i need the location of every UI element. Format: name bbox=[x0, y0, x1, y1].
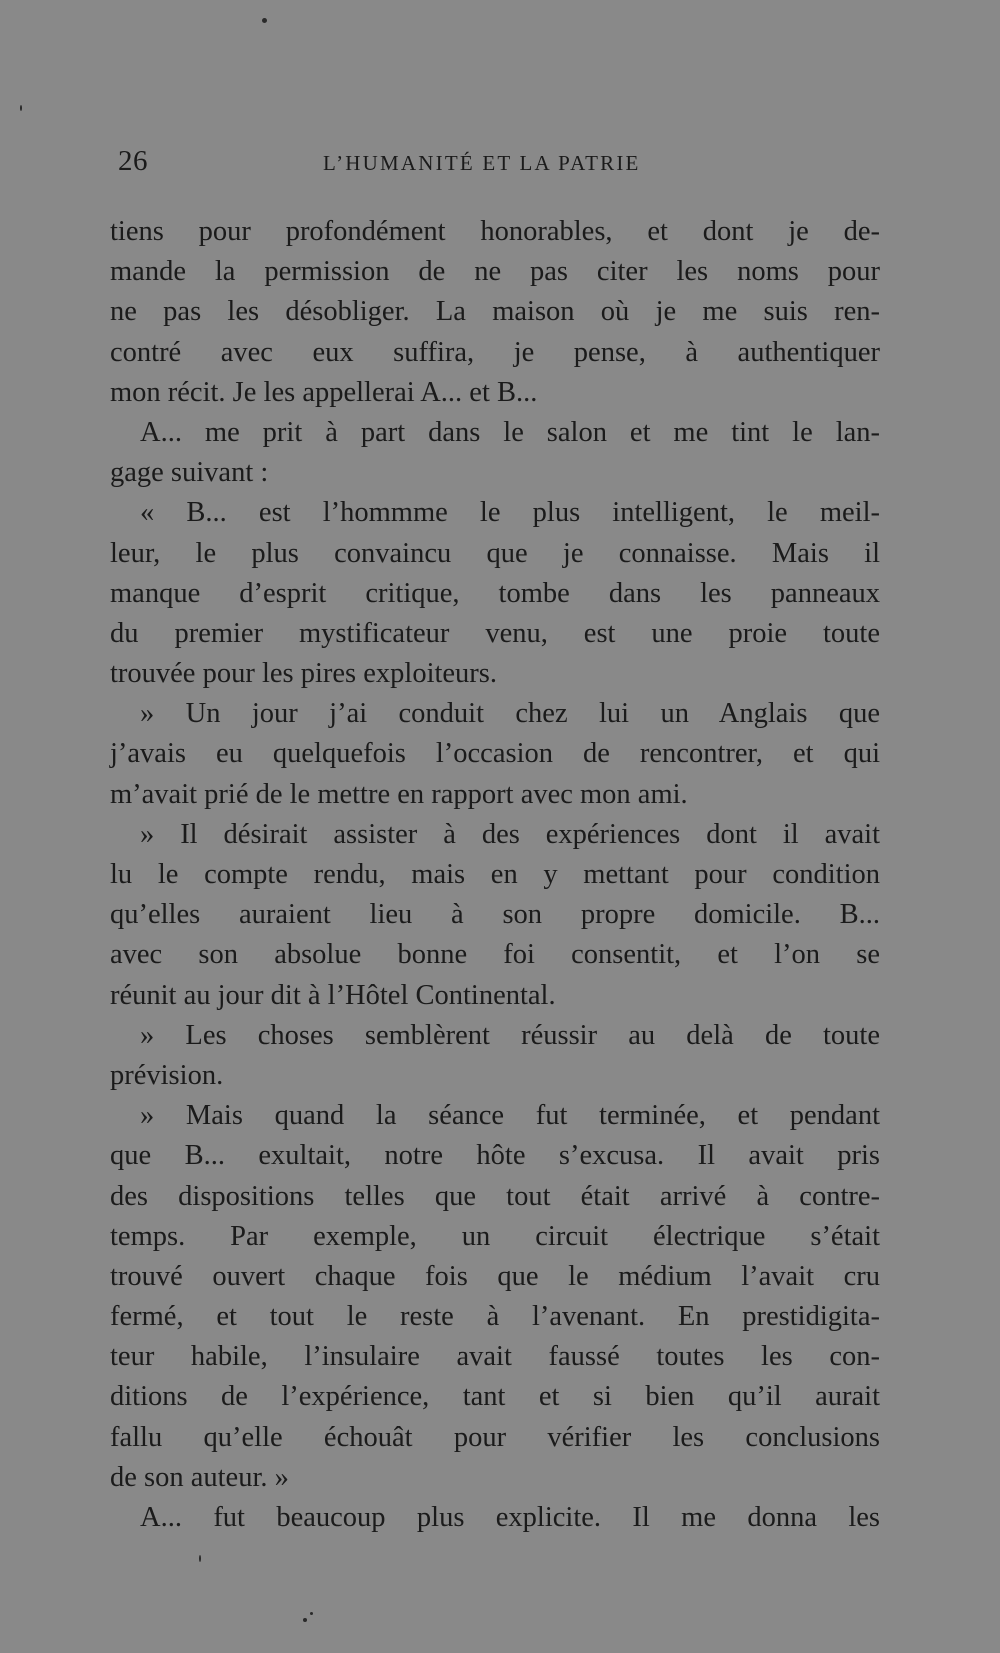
text-line: fermé, et tout le reste à l’avenant. En prestidigita- bbox=[110, 1301, 880, 1333]
text-line: avec son absolue bonne foi consentit, et l’on se bbox=[110, 939, 880, 971]
text-line: des dispositions telles que tout était arrivé à contre- bbox=[110, 1180, 880, 1212]
text-line: que B... exultait, notre hôte s’excusa. Il avait pris bbox=[110, 1140, 880, 1172]
text-line: trouvée pour les pires exploiteurs. bbox=[110, 658, 498, 690]
text-line: ditions de l’expérience, tant et si bien qu’il aurait bbox=[110, 1381, 880, 1413]
text-line: » Il désirait assister à des expériences dont il avait bbox=[140, 818, 880, 850]
print-speck bbox=[199, 1555, 201, 1562]
print-speck bbox=[262, 18, 267, 23]
text-line: temps. Par exemple, un circuit électrique s’était bbox=[110, 1220, 880, 1252]
text-line: mande la permission de ne pas citer les noms pour bbox=[110, 256, 880, 288]
print-speck bbox=[303, 1618, 307, 1622]
text-line: teur habile, l’insulaire avait faussé toutes les con- bbox=[110, 1341, 880, 1373]
text-line: A... fut beaucoup plus explicite. Il me donna les bbox=[140, 1502, 880, 1533]
print-speck bbox=[20, 105, 22, 111]
text-line: qu’elles auraient lieu à son propre domicile. B... bbox=[110, 899, 880, 931]
text-line: j’avais eu quelquefois l’occasion de rencontrer, et qui bbox=[110, 738, 880, 770]
text-line: » Les choses semblèrent réussir au delà de toute bbox=[140, 1019, 880, 1051]
text-line: « B... est l’hommme le plus intelligent, le meil- bbox=[140, 497, 880, 529]
text-line: A... me prit à part dans le salon et me tint le lan- bbox=[140, 416, 880, 448]
text-line: du premier mystificateur venu, est une proie toute bbox=[110, 617, 880, 649]
text-line: gage suivant : bbox=[110, 457, 269, 489]
text-line: m’avait prié de le mettre en rapport avec mon ami. bbox=[110, 778, 688, 810]
text-line: trouvé ouvert chaque fois que le médium l’avait cru bbox=[110, 1260, 880, 1292]
text-line: leur, le plus convaincu que je connaisse. Mais il bbox=[110, 537, 880, 569]
page-header bbox=[118, 145, 878, 185]
print-speck bbox=[310, 1612, 313, 1615]
text-line: » Un jour j’ai conduit chez lui un Anglais que bbox=[140, 698, 880, 730]
text-line: tiens pour profondément honorables, et dont je de- bbox=[110, 216, 880, 247]
text-line: mon récit. Je les appellerai A... et B... bbox=[110, 376, 538, 408]
text-line: contré avec eux suffira, je pense, à authentiquer bbox=[110, 336, 880, 368]
text-line: ne pas les désobliger. La maison où je me suis ren- bbox=[110, 296, 880, 328]
text-line: de son auteur. » bbox=[110, 1461, 289, 1493]
text-line: lu le compte rendu, mais en y mettant pour condition bbox=[110, 859, 880, 890]
text-line: » Mais quand la séance fut terminée, et pendant bbox=[140, 1100, 880, 1132]
page-number: 26 bbox=[118, 145, 148, 177]
text-line: réunit au jour dit à l’Hôtel Continental. bbox=[110, 979, 556, 1011]
text-line: fallu qu’elle échouât pour vérifier les conclusions bbox=[110, 1421, 880, 1453]
text-line: manque d’esprit critique, tombe dans les panneaux bbox=[110, 577, 880, 609]
text-line: prévision. bbox=[110, 1059, 224, 1091]
running-head: L’HUMANITÉ ET LA PATRIE bbox=[323, 151, 641, 175]
body-text bbox=[110, 212, 880, 1538]
